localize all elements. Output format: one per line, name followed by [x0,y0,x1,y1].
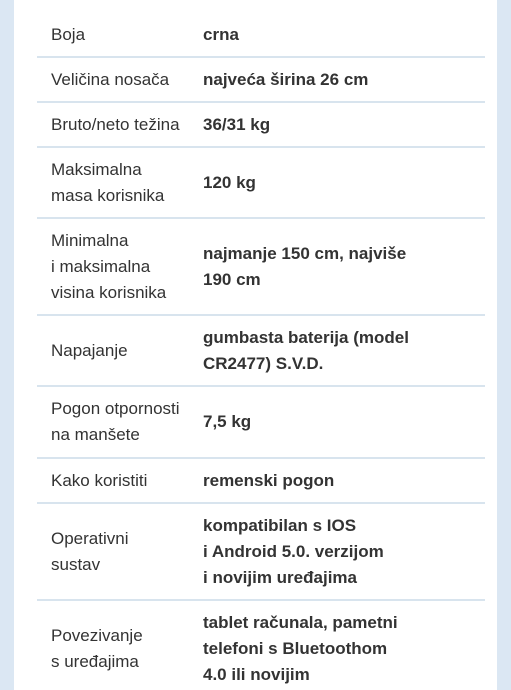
spec-value: kompatibilan s IOS i Android 5.0. verzijom i novijim uređajima [203,515,384,587]
spec-row-resistance [37,387,485,459]
spec-value: 7,5 kg [203,412,252,431]
spec-value: gumbasta baterija (model CR2477) S.V.D. [203,327,409,373]
spec-label: Boja [51,25,86,44]
spec-row-max-user-weight [37,148,485,219]
spec-row-power [37,316,485,387]
spec-label: Minimalna i maksimalna visina korisnika [51,230,167,302]
spec-label: Kako koristiti [51,470,148,490]
spec-row-usage [37,459,485,504]
spec-row-carrier-size [37,58,485,103]
spec-label: Veličina nosača [51,69,170,89]
spec-panel [14,0,497,690]
spec-label: Napajanje [51,340,128,360]
spec-table [37,14,485,690]
spec-row-connectivity [37,601,485,690]
spec-label: Povezivanje s uređajima [51,626,143,671]
spec-value: crna [203,25,239,44]
spec-value: remenski pogon [203,470,335,490]
spec-row-user-height [37,219,485,316]
spec-value: 36/31 kg [203,114,271,134]
spec-label: Maksimalna masa korisnika [51,159,165,205]
spec-value: najmanje 150 cm, najviše 190 cm [203,243,407,289]
spec-label: Operativni sustav [51,528,129,574]
spec-row-weight [37,103,485,148]
spec-value: 120 kg [203,172,256,192]
spec-value: tablet računala, pametni telefoni s Bluetoothom 4.0 ili novijim [203,613,398,684]
spec-label: Bruto/neto težina [51,114,180,134]
spec-row-os [37,504,485,601]
spec-label: Pogon otpornosti na manšete [51,399,180,444]
spec-row-color [37,14,485,58]
spec-value: najveća širina 26 cm [203,69,369,89]
